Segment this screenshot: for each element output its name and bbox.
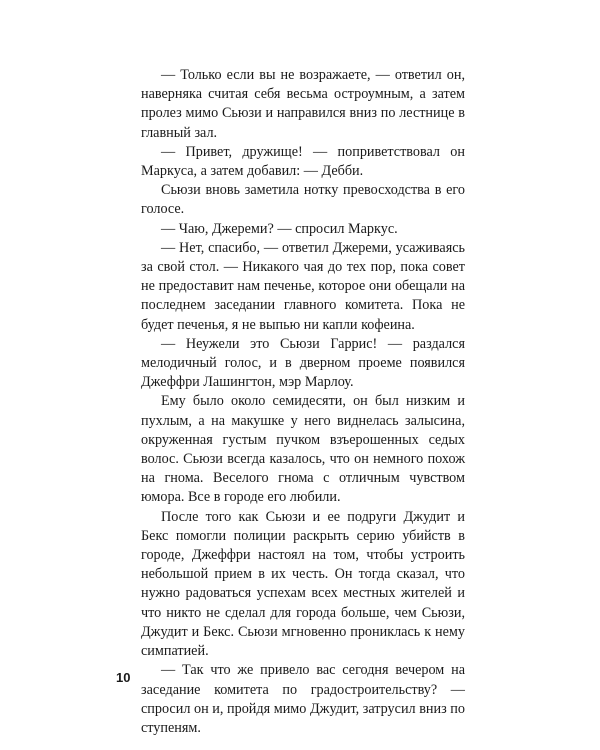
paragraph-1: — Только если вы не возражаете, — ответил он, наверняка считая себя весьма остроумным, а затем пролез мимо Сьюзи и направился вниз по лестнице в главный зал. — [141, 67, 465, 141]
paragraph-3: Сьюзи вновь заметила нотку превосходства в его голосе. — [141, 182, 465, 218]
paragraph-5: — Нет, спасибо, — ответил Джереми, усаживаясь за свой стол. — Никакого чая до тех пор, пока совет не предоставит нам печенье, которое они обещали на последнем заседании главного комитета. Пока не будет печенья, я не выпью ни капли кофеина. — [141, 239, 465, 333]
paragraph-6: — Неужели это Сьюзи Гаррис! — раздался мелодичный голос, и в дверном проеме появился Джеффри Лашингтон, мэр Марлоу. — [141, 335, 465, 391]
paragraph-9: — Так что же привело вас сегодня вечером на заседание комитета по градостроительству? — спросил он и, пройдя мимо Джудит, затрусил вниз по ступеням. — [141, 662, 465, 736]
paragraph-2: — Привет, дружище! — поприветствовал он Маркуса, а затем добавил: — Дебби. — [141, 143, 465, 180]
paragraph-8: После того как Сьюзи и ее подруги Джудит и Бекс помогли полиции раскрыть серию убийств в городе, Джеффри настоял на том, чтобы устроить небольшой прием в их честь. Он тогда сказал, что нужно радоваться успехам всех местных жителей и что никто не сделал для города больше, чем Сьюзи, Джудит и Бекс. Сьюзи мгновенно прониклась к нему симпатией. — [141, 508, 465, 660]
paragraph-4: — Чаю, Джереми? — спросил Маркус. — [161, 220, 398, 237]
body-text — [141, 66, 465, 738]
page-number: 10 — [116, 670, 131, 685]
paragraph-7: Ему было около семидесяти, он был низким и пухлым, а на макушке у него виднелась залысина, окруженная густым пучком взъерошенных седых волос. Сьюзи всегда казалось, что он немного похож на гнома. Веселого гнома с отличным чувством юмора. Все в городе его любили. — [141, 393, 465, 506]
